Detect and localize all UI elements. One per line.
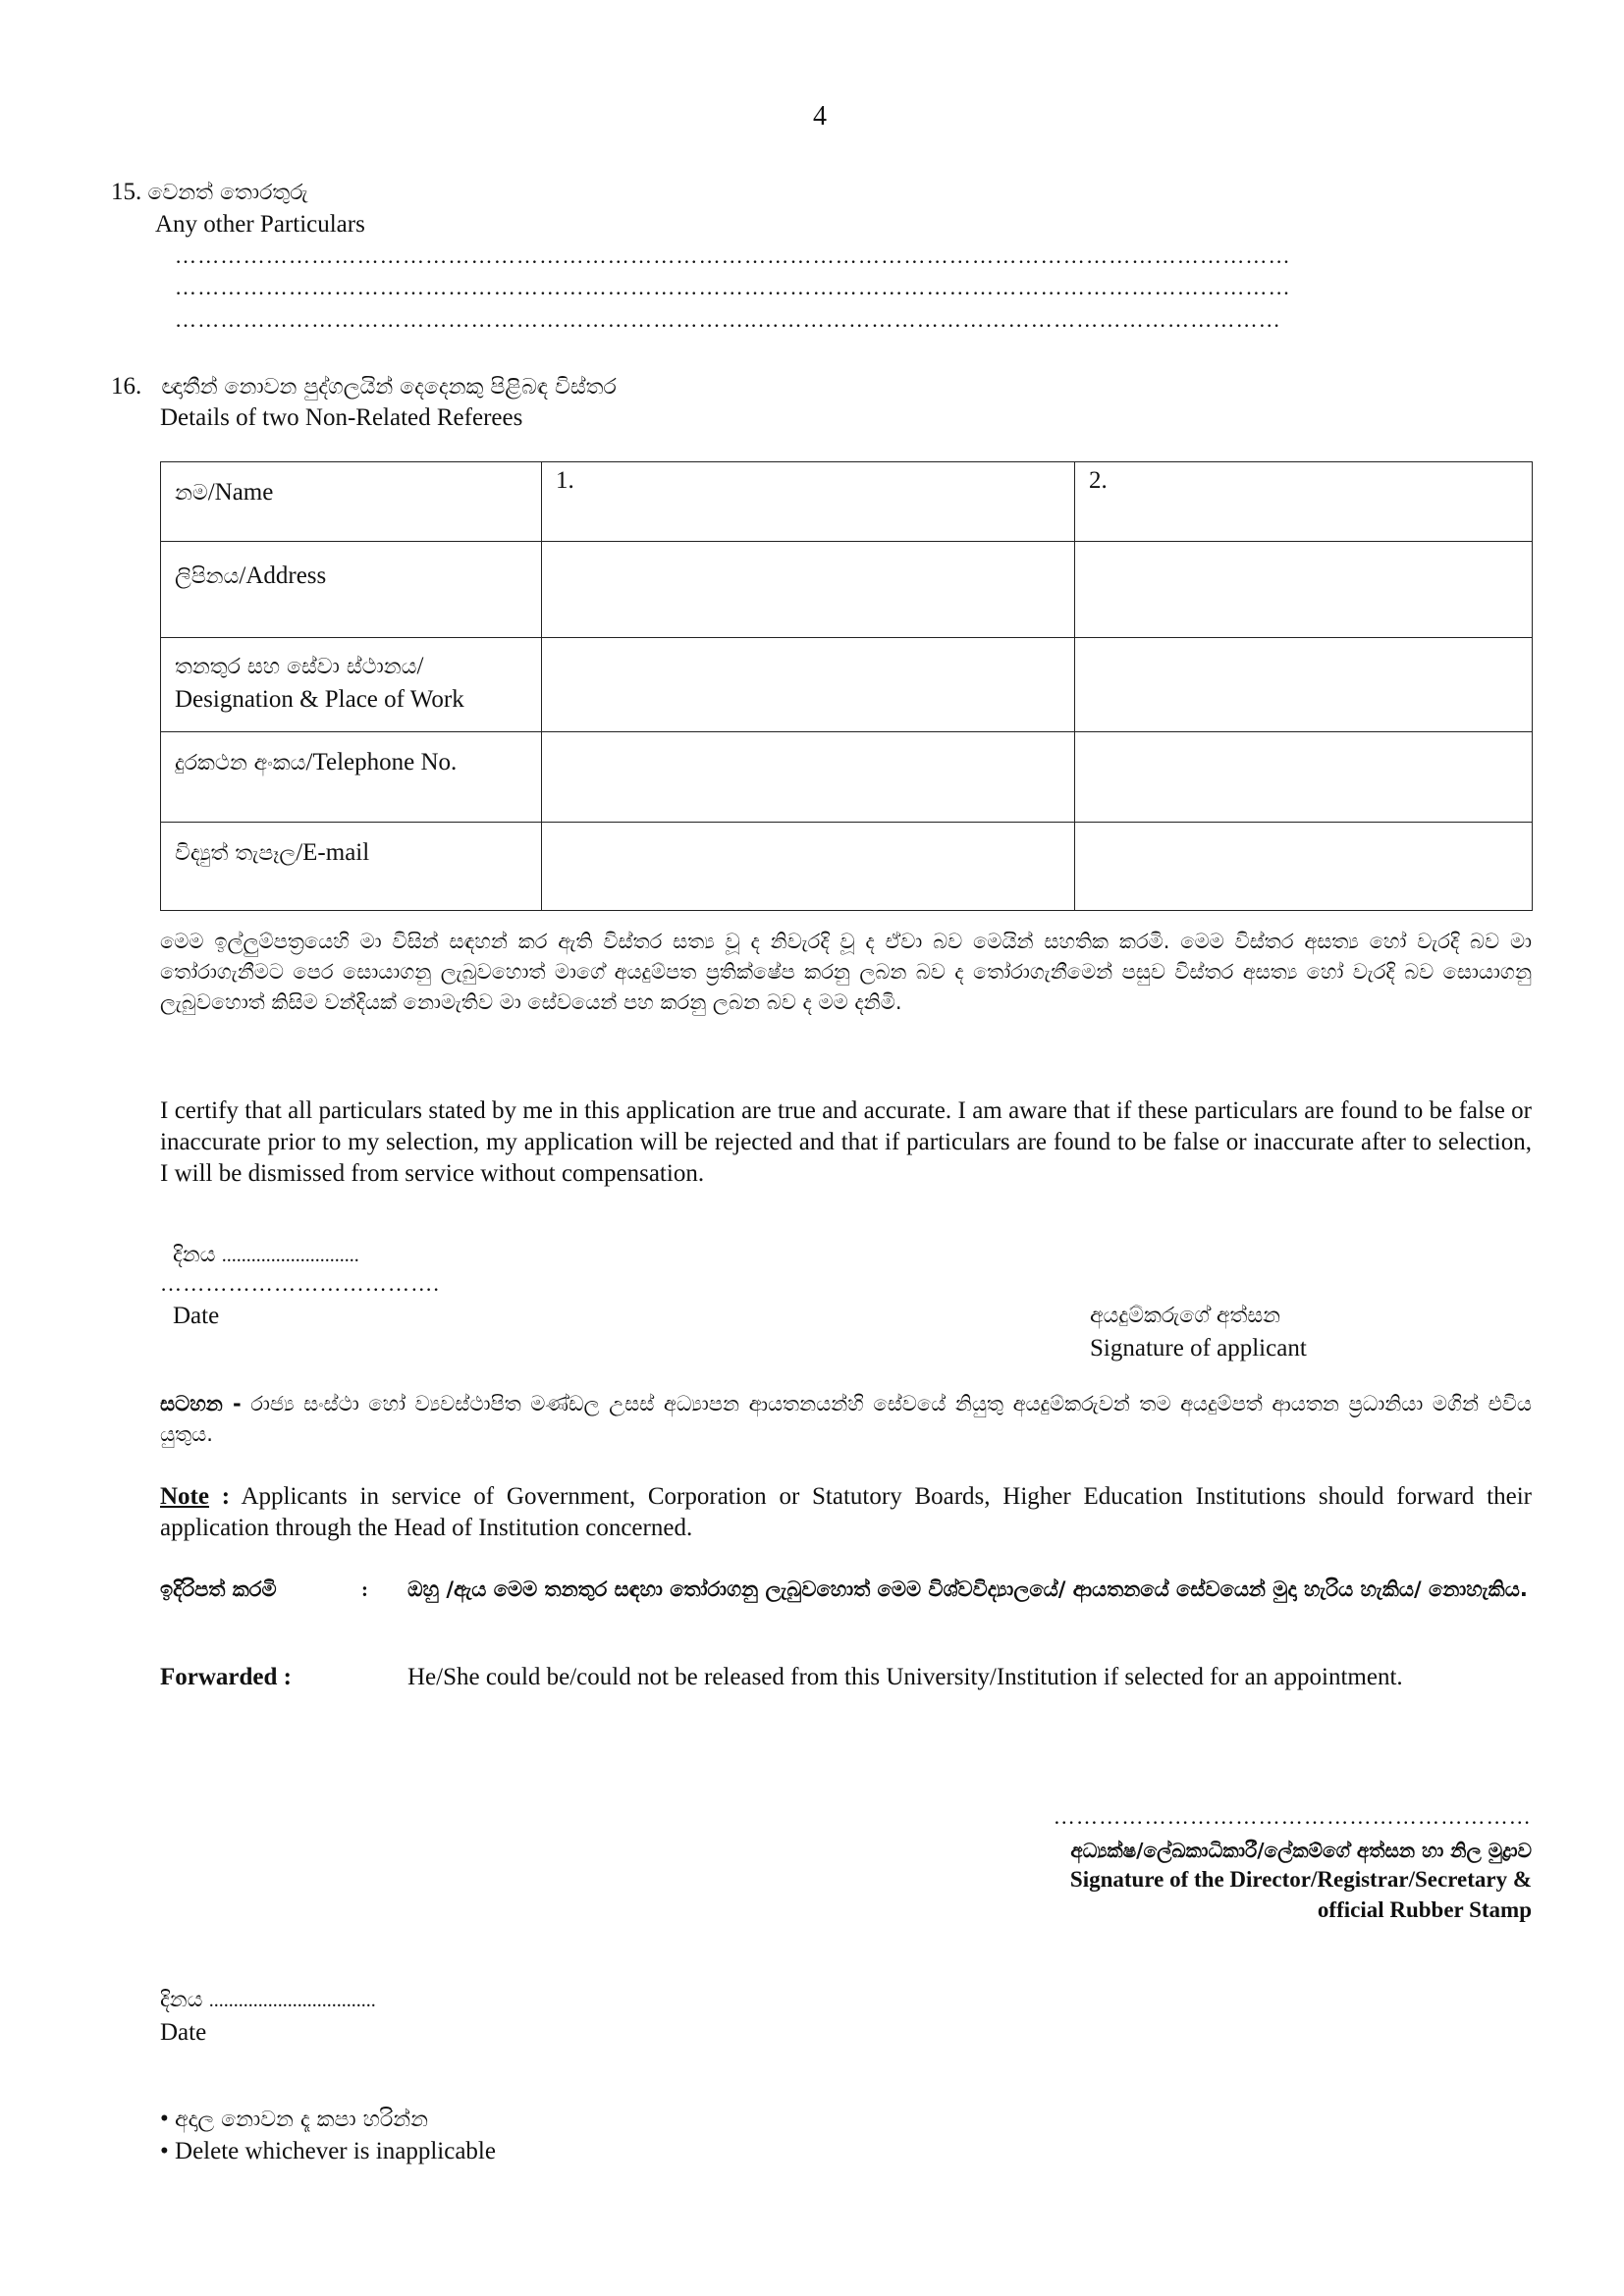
director-signature-en-2: official Rubber Stamp bbox=[1317, 1897, 1532, 1922]
date2-label-en: Date bbox=[160, 2019, 207, 2046]
note-en bbox=[160, 1481, 1532, 1544]
section-15-title-en: Any other Particulars bbox=[155, 211, 365, 238]
table-row bbox=[161, 823, 1533, 911]
note-colon: : bbox=[221, 1483, 231, 1510]
footnote-si bbox=[160, 2104, 428, 2136]
page-number: 4 bbox=[813, 101, 827, 132]
section-16-title-si: ඥාතීන් නොවන පුද්ගලයින් දෙදෙනකු පිළිබඳ විස්තර bbox=[161, 375, 617, 400]
forwarded-text-si: ඔහු /ඇය මෙම තනතුර සඳහා තෝරාගනු ලැබුවහොත් මෙම විශ්වවිද්‍යාලයේ/ ආයතනයේ සේවයෙන් මුදා හැරිය හැකිය/ නොහැකිය. bbox=[407, 1577, 1528, 1601]
referee-2-email-cell[interactable] bbox=[1075, 823, 1533, 911]
date-label-en: Date bbox=[173, 1303, 220, 1329]
forwarded-colon: : bbox=[361, 1577, 368, 1601]
referees-table bbox=[160, 461, 1533, 911]
footnote-en bbox=[160, 2136, 496, 2167]
date2-label-si: දිනය bbox=[160, 1988, 203, 2012]
footnote-en-text: Delete whichever is inapplicable bbox=[175, 2138, 496, 2164]
section-16-heading bbox=[111, 371, 617, 403]
applicant-signature-en: Signature of applicant bbox=[1090, 1335, 1307, 1362]
forwarded-label-si: ඉදිරිපත් කරමි bbox=[160, 1577, 277, 1601]
row-label-name: නම/Name bbox=[161, 462, 542, 542]
bullet-icon: • bbox=[160, 2106, 169, 2132]
section-15-heading bbox=[111, 177, 308, 209]
note-label-si: සටහන - bbox=[160, 1392, 242, 1415]
note-text-si: රාජ්‍ය සංස්ථා හෝ ව්‍යවස්ථාපිත මණ්ඩල උසස් අධ්‍යාපන ආයතනයන්හි සේවයේ නියුතු අයදුම්කරුවන් තම අයදුම්පත් ආයතන ප්‍රධානියා මගින් එවිය යුතුය. bbox=[160, 1392, 1532, 1446]
referee-2-name-cell[interactable] bbox=[1075, 462, 1533, 542]
referee-2-address-cell[interactable] bbox=[1075, 542, 1533, 638]
section-16-title-en: Details of two Non-Related Referees bbox=[160, 404, 523, 431]
date-field-2[interactable] bbox=[160, 1984, 376, 2016]
row-label-designation: තනතුර සහ සේවා ස්ථානය/ Designation & Place of Work bbox=[161, 638, 542, 732]
bullet-icon: • bbox=[160, 2138, 169, 2164]
row-label-address: ලිපිනය/Address bbox=[161, 542, 542, 638]
referee-2-header: 2. bbox=[1089, 467, 1108, 494]
note-label-en: Note bbox=[160, 1483, 209, 1510]
section-15-number: 15. bbox=[111, 179, 142, 205]
director-signature-si: අධ්‍යක්ෂ/ලේඛකාධිකාරී/ලේකම්ගේ අත්සන හා නිල මුද්‍රාව bbox=[1070, 1839, 1532, 1862]
forwarded-text-en: He/She could be/could not be released from this University/Institution if selected for an appointment. bbox=[407, 1664, 1403, 1690]
referee-1-telephone-cell[interactable] bbox=[542, 732, 1075, 823]
referee-2-telephone-cell[interactable] bbox=[1075, 732, 1533, 823]
applicant-signature-si: අයදුම්කරුගේ අත්සන bbox=[1090, 1304, 1281, 1328]
date2-dots: .................................. bbox=[208, 1990, 376, 2011]
forwarded-label-en: Forwarded : bbox=[160, 1664, 292, 1690]
table-row bbox=[161, 462, 1533, 542]
referee-1-header: 1. bbox=[556, 467, 574, 494]
table-row bbox=[161, 638, 1533, 732]
date-dots-line[interactable]: ………………………………. bbox=[160, 1271, 441, 1296]
particulars-line-2[interactable]: ………………………………………………………………………………………………………………………………… bbox=[175, 275, 1291, 299]
particulars-line-3[interactable]: …………………………………………………………………..…………………………………………………………… bbox=[175, 307, 1281, 332]
director-signature-en-1: Signature of the Director/Registrar/Secretary & bbox=[1069, 1867, 1532, 1892]
referee-1-address-cell[interactable] bbox=[542, 542, 1075, 638]
certification-en: I certify that all particulars stated by me in this application are true and accurate. I am aware that if these particulars are found to be false or inaccurate prior to my selection, my application will be rejected and that if particulars are found to be false or inaccurate after to selection, I will be dismissed from service without compensation. bbox=[160, 1097, 1532, 1187]
date-field[interactable] bbox=[173, 1239, 359, 1271]
table-row bbox=[161, 542, 1533, 638]
note-si bbox=[160, 1389, 1532, 1450]
referee-1-email-cell[interactable] bbox=[542, 823, 1075, 911]
date-label-si: දිනය bbox=[173, 1243, 216, 1267]
referee-2-designation-cell[interactable] bbox=[1075, 638, 1533, 732]
note-text-en: Applicants in service of Government, Corporation or Statutory Boards, Higher Education Institutions should forward their application through the Head of Institution concerned. bbox=[160, 1483, 1532, 1541]
certification-si: මෙම ඉල්ලුම්පත්‍රයෙහි මා විසින් සඳහන් කර ඇති විස්තර සත්‍ය වූ ද නිවැරදි වූ ද ඒවා බව මෙයින් සහතික කරමි. මෙම විස්තර අසත්‍ය හෝ වැරදි බව මා තෝරාගැනීමට පෙර සොයාගනු ලැබුවහොත් මාගේ අයදුම්පත ප්‍රතික්ෂේප කරනු ලබන බව ද තෝරාගැනීමෙන් පසුව විස්තර අසත්‍ය හෝ වැරදි බව සොයාගනු ලැබුවහොත් කිසිම වන්දියක් නොමැතිව මා සේවයෙන් පහ කරනු ලබන බව ද මම දනිමි. bbox=[160, 930, 1532, 1014]
table-row bbox=[161, 732, 1533, 823]
row-label-email: විද්‍යුත් තැපෑල/E-mail bbox=[161, 823, 542, 911]
date-dots-short: ............................ bbox=[221, 1245, 359, 1266]
director-signature-line[interactable]: ……………………………………………………… bbox=[1053, 1804, 1532, 1829]
referee-1-name-cell[interactable] bbox=[542, 462, 1075, 542]
referee-1-designation-cell[interactable] bbox=[542, 638, 1075, 732]
particulars-line-1[interactable]: ………………………………………………………………………………………………………………………………… bbox=[175, 243, 1291, 268]
section-15-title-si: වෙනත් තොරතුරු bbox=[147, 181, 308, 205]
section-16-number: 16. bbox=[111, 373, 142, 400]
row-label-telephone: දුරකථන අංකය/Telephone No. bbox=[161, 732, 542, 823]
footnote-si-text: අදාල නොවන දෑ කපා හරින්න bbox=[175, 2108, 428, 2132]
